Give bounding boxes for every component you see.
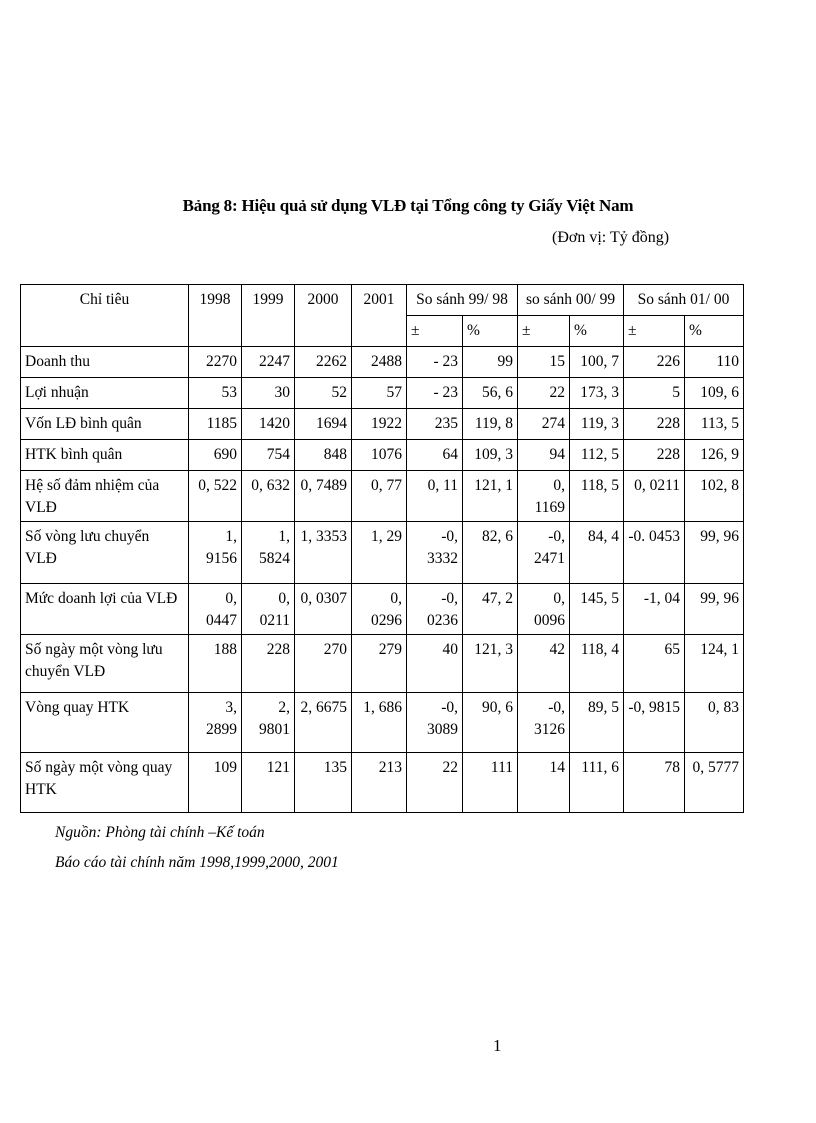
cell: 0, 0096 [518,584,570,635]
cell: 690 [189,440,242,471]
cell: 84, 4 [570,522,624,584]
cell: 0, 77 [352,471,407,522]
cell: 0, 0211 [624,471,685,522]
cell: 65 [624,635,685,693]
cell: 110 [685,347,744,378]
row-label: Số ngày một vòng lưu chuyển VLĐ [21,635,189,693]
cell: 111, 6 [570,753,624,813]
cell: 100, 7 [570,347,624,378]
cell: -0, 3089 [407,693,463,753]
cell: 112, 5 [570,440,624,471]
header-year: 1999 [242,285,295,347]
table-row [21,753,744,813]
cell: 754 [242,440,295,471]
cell: 228 [624,440,685,471]
table-row [21,522,744,584]
table-row [21,378,744,409]
cell: 22 [407,753,463,813]
cell: 2, 6675 [295,693,352,753]
cell: 15 [518,347,570,378]
cell: 119, 3 [570,409,624,440]
table-title: Bảng 8: Hiệu quả sử dụng VLĐ tại Tổng công ty Giấy Việt Nam [182,196,634,215]
header-pct: % [685,316,744,347]
cell: 0, 632 [242,471,295,522]
header-diff: ± [518,316,570,347]
cell: 1076 [352,440,407,471]
cell: 109, 3 [463,440,518,471]
header-diff: ± [624,316,685,347]
cell: 2270 [189,347,242,378]
cell: 109, 6 [685,378,744,409]
cell: -0, 3126 [518,693,570,753]
cell: 0, 0296 [352,584,407,635]
cell: 145, 5 [570,584,624,635]
header-indicator: Chỉ tiêu [21,285,189,347]
page-number: 1 [493,1036,502,1055]
cell: 124, 1 [685,635,744,693]
header-year: 2001 [352,285,407,347]
cell: 1420 [242,409,295,440]
cell: 1, 29 [352,522,407,584]
row-label: HTK bình quân [21,440,189,471]
cell: -0, 2471 [518,522,570,584]
cell: - 23 [407,347,463,378]
cell: 99 [463,347,518,378]
cell: 126, 9 [685,440,744,471]
cell: 1, 3353 [295,522,352,584]
cell: 2247 [242,347,295,378]
cell: 99, 96 [685,584,744,635]
cell: 188 [189,635,242,693]
cell: 99, 96 [685,522,744,584]
cell: 47, 2 [463,584,518,635]
cell: 40 [407,635,463,693]
cell: 0, 11 [407,471,463,522]
cell: 53 [189,378,242,409]
table-row [21,471,744,522]
cell: -0, 9815 [624,693,685,753]
cell: 0, 0211 [242,584,295,635]
cell: 121, 3 [463,635,518,693]
header-year: 2000 [295,285,352,347]
row-label: Hệ số đảm nhiệm của VLĐ [21,471,189,522]
source-line: Nguồn: Phòng tài chính –Kế toán [55,824,265,841]
cell: 42 [518,635,570,693]
cell: 848 [295,440,352,471]
row-label: Số vòng lưu chuyển VLĐ [21,522,189,584]
cell: 5 [624,378,685,409]
cell: 113, 5 [685,409,744,440]
cell: 2262 [295,347,352,378]
row-label: Vòng quay HTK [21,693,189,753]
cell: 94 [518,440,570,471]
cell: 109 [189,753,242,813]
cell: 3, 2899 [189,693,242,753]
row-label: Lợi nhuận [21,378,189,409]
header-year: 1998 [189,285,242,347]
source-note [55,818,339,878]
cell: 2, 9801 [242,693,295,753]
cell: -1, 04 [624,584,685,635]
cell: 2488 [352,347,407,378]
header-comparison: So sánh 01/ 00 [624,285,744,316]
table-row [21,440,744,471]
header-comparison: so sánh 00/ 99 [518,285,624,316]
cell: 213 [352,753,407,813]
cell: 1694 [295,409,352,440]
row-label: Số ngày một vòng quay HTK [21,753,189,813]
table-row [21,693,744,753]
row-label: Mức doanh lợi của VLĐ [21,584,189,635]
cell: 119, 8 [463,409,518,440]
cell: 1, 9156 [189,522,242,584]
cell: 121 [242,753,295,813]
cell: 274 [518,409,570,440]
cell: -0, 0236 [407,584,463,635]
cell: 1922 [352,409,407,440]
row-label: Doanh thu [21,347,189,378]
cell: 64 [407,440,463,471]
cell: 30 [242,378,295,409]
cell: 78 [624,753,685,813]
cell: 279 [352,635,407,693]
cell: 270 [295,635,352,693]
cell: - 23 [407,378,463,409]
cell: 56, 6 [463,378,518,409]
cell: 118, 5 [570,471,624,522]
cell: 1185 [189,409,242,440]
cell: 82, 6 [463,522,518,584]
cell: 121, 1 [463,471,518,522]
cell: 173, 3 [570,378,624,409]
efficiency-table [20,284,744,813]
cell: -0. 0453 [624,522,685,584]
cell: 1, 686 [352,693,407,753]
cell: 90, 6 [463,693,518,753]
table-row [21,409,744,440]
cell: -0, 3332 [407,522,463,584]
cell: 228 [624,409,685,440]
cell: 226 [624,347,685,378]
cell: 118, 4 [570,635,624,693]
cell: 111 [463,753,518,813]
cell: 0, 0307 [295,584,352,635]
cell: 0, 0447 [189,584,242,635]
cell: 102, 8 [685,471,744,522]
unit-note: (Đơn vị: Tỷ đồng) [552,229,670,246]
header-comparison: So sánh 99/ 98 [407,285,518,316]
header-diff: ± [407,316,463,347]
table-row [21,635,744,693]
header-pct: % [463,316,518,347]
cell: 14 [518,753,570,813]
cell: 89, 5 [570,693,624,753]
cell: 0, 522 [189,471,242,522]
cell: 22 [518,378,570,409]
cell: 0, 7489 [295,471,352,522]
table-row [21,347,744,378]
cell: 0, 1169 [518,471,570,522]
cell: 52 [295,378,352,409]
cell: 1, 5824 [242,522,295,584]
cell: 0, 83 [685,693,744,753]
table-row [21,584,744,635]
cell: 57 [352,378,407,409]
cell: 235 [407,409,463,440]
cell: 0, 5777 [685,753,744,813]
header-pct: % [570,316,624,347]
source-line: Báo cáo tài chính năm 1998,1999,2000, 2001 [55,854,339,871]
cell: 135 [295,753,352,813]
row-label: Vốn LĐ bình quân [21,409,189,440]
cell: 228 [242,635,295,693]
